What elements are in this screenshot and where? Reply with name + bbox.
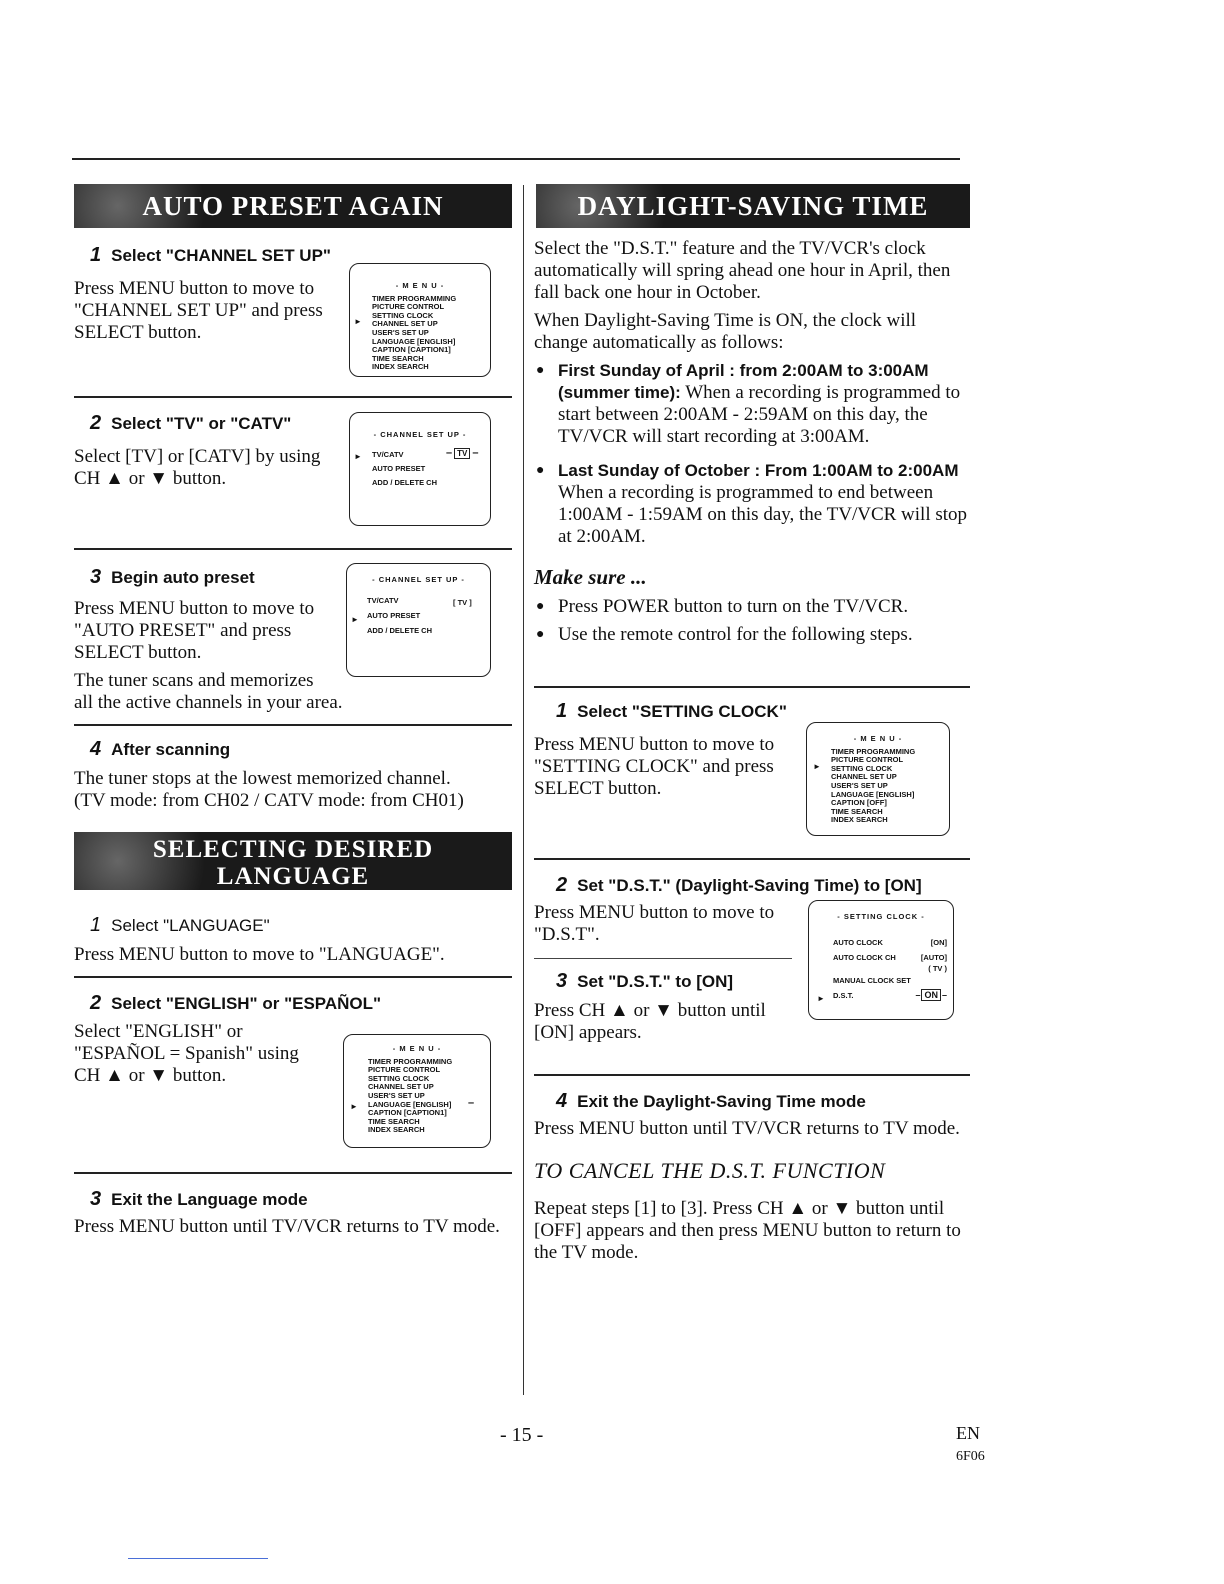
osd-item: CHANNEL SET UP — [368, 1082, 434, 1092]
osd-cursor-icon: ► — [817, 994, 825, 1003]
step-number: 1 — [90, 914, 102, 936]
text-line: Press CH ▲ or ▼ button until — [534, 1000, 766, 1021]
dst-step2-text — [534, 902, 774, 946]
text-line: Press MENU button to move to — [534, 902, 775, 923]
language-menu-osd-screen — [343, 1034, 491, 1148]
page-number: - 15 - — [500, 1424, 544, 1446]
text-line: The tuner stops at the lowest memorized channel. — [74, 768, 451, 789]
step-number: 3 — [556, 970, 568, 992]
text-line: start between 2:00AM - 2:59AM on this day, the — [558, 404, 928, 425]
text-line: fall back one hour in October. — [534, 282, 761, 303]
osd-item: SETTING CLOCK — [368, 1073, 430, 1083]
auto-preset-step1-heading — [90, 244, 331, 267]
dst-step4-heading — [556, 1090, 866, 1113]
osd-item: TV/CATV — [372, 449, 404, 459]
osd-item: USER'S SET UP — [372, 327, 429, 337]
text-line: all the active channels in your area. — [74, 692, 343, 713]
menu-osd-screen — [349, 263, 491, 377]
text-line: The tuner scans and memorizes — [74, 670, 314, 691]
osd-item: CHANNEL SET UP — [372, 319, 438, 329]
osd-item: ADD / DELETE CH — [372, 477, 438, 487]
osd-cursor-icon: ► — [351, 615, 359, 624]
osd-item: AUTO PRESET — [372, 463, 426, 473]
osd-cursor-icon: ► — [354, 317, 362, 326]
text-line: When Daylight-Saving Time is ON, the clock will — [534, 310, 917, 331]
osd-item: LANGUAGE [ENGLISH] — [831, 789, 915, 799]
bullet-heading: ● First Sunday of April : from 2:00AM to 3:00AM — [558, 361, 929, 380]
setting-clock-menu-osd-screen — [806, 722, 950, 836]
separator — [74, 976, 512, 978]
banner-text: DAYLIGHT-SAVING TIME — [577, 191, 929, 221]
osd-item: TIMER PROGRAMMING — [372, 293, 457, 303]
osd-item: AUTO PRESET — [367, 610, 421, 620]
separator — [74, 724, 512, 726]
dst-step3-text — [534, 1000, 766, 1044]
text-line: Press MENU button until TV/VCR returns to TV mode. — [74, 1216, 500, 1237]
osd-item: CHANNEL SET UP — [831, 772, 897, 782]
step-number: 3 — [90, 1188, 102, 1210]
text-line: Press MENU button until TV/VCR returns to TV mode. — [534, 1118, 960, 1139]
step-title: Set "D.S.T." to [ON] — [577, 972, 734, 991]
language-step1-heading — [90, 914, 270, 937]
dst-step4-text — [534, 1118, 960, 1140]
step-title: Select "LANGUAGE" — [111, 916, 270, 935]
text-line: "AUTO PRESET" and press — [74, 620, 292, 641]
osd-value: TV — [454, 448, 470, 459]
auto-preset-step3-text — [74, 598, 343, 714]
step-title: After scanning — [111, 740, 231, 759]
step-number: 4 — [556, 1090, 568, 1112]
osd-item: ADD / DELETE CH — [367, 625, 433, 635]
text-line: "CHANNEL SET UP" and press — [74, 300, 323, 321]
osd-item: SETTING CLOCK — [372, 310, 434, 320]
text-line: Press MENU button to move to — [74, 278, 315, 299]
text-line: When a recording is programmed to end between — [558, 482, 934, 503]
osd-rows — [833, 935, 947, 1003]
osd-item: CAPTION [CAPTION1] — [372, 345, 451, 355]
text-line: at 2:00AM. — [558, 526, 646, 547]
dst-bullet-october — [536, 460, 998, 548]
osd-item: TIME SEARCH — [372, 353, 424, 363]
language-banner — [74, 832, 512, 890]
make-sure-heading: Make sure ... — [534, 565, 647, 589]
text-line: SELECT button. — [74, 322, 202, 343]
osd-item: INDEX SEARCH — [831, 815, 888, 825]
osd-item: LANGUAGE [ENGLISH] — [372, 336, 456, 346]
osd-cursor-icon: ► — [354, 452, 362, 461]
make-sure-bullet-2 — [536, 624, 913, 646]
banner-line: SELECTING DESIRED — [152, 836, 434, 863]
auto-preset-step1-text — [74, 278, 323, 344]
language-code: EN — [956, 1423, 980, 1443]
text-line: (TV mode: from CH02 / CATV mode: from CH01) — [74, 790, 464, 811]
dst-osd-screen — [808, 900, 954, 1020]
top-rule — [72, 158, 960, 160]
text-line: Select the "D.S.T." feature and the TV/VCR's clock — [534, 238, 926, 259]
column-divider — [523, 185, 524, 1395]
osd-item: CAPTION [CAPTION1] — [368, 1108, 447, 1118]
auto-preset-step2-text — [74, 446, 320, 490]
osd-row — [833, 950, 947, 965]
text-line: change automatically as follows: — [534, 332, 784, 353]
osd-value: [ TV ] — [453, 598, 472, 607]
step-title: Select "CHANNEL SET UP" — [111, 246, 331, 265]
osd-item: CAPTION [OFF] — [831, 798, 887, 808]
document-code: 6F06 — [956, 1449, 985, 1464]
osd-item: TIME SEARCH — [831, 806, 883, 816]
osd-blinking-value: – ON – — [915, 990, 947, 1000]
text-line: CH ▲ or ▼ button. — [74, 468, 227, 489]
separator — [534, 686, 970, 688]
osd-item: MANUAL CLOCK SET — [833, 976, 911, 985]
separator — [74, 1172, 512, 1174]
osd-item: PICTURE CONTROL — [368, 1065, 441, 1075]
separator — [534, 1074, 970, 1076]
osd-item: AUTO CLOCK — [833, 938, 883, 947]
banner-line: LANGUAGE — [216, 863, 370, 890]
osd-row — [833, 965, 947, 973]
blink-marks-icon: – — [468, 1097, 475, 1109]
dst-bullet-april — [536, 360, 998, 448]
step-title: Set "D.S.T." (Daylight-Saving Time) to [ON] — [577, 876, 922, 895]
text-line: [ON] appears. — [534, 1022, 642, 1043]
osd-cursor-icon: ► — [813, 762, 821, 771]
language-step2-heading — [90, 992, 381, 1015]
osd-row — [833, 935, 947, 950]
osd-item: PICTURE CONTROL — [831, 755, 904, 765]
dst-step1-heading — [556, 700, 787, 723]
osd-title: - M E N U - — [392, 1044, 442, 1053]
osd-title: - CHANNEL SET UP - — [373, 430, 467, 439]
text-line: Press MENU button to move to — [74, 598, 315, 619]
text-line: 1:00AM - 1:59AM on this day, the TV/VCR will stop — [558, 504, 968, 525]
separator — [534, 858, 970, 860]
bullet-heading: ● Last Sunday of October : From 1:00AM to 2:00AM — [558, 461, 959, 480]
osd-item: TIMER PROGRAMMING — [831, 746, 916, 756]
text-line: the TV mode. — [534, 1242, 639, 1263]
auto-preset-osd-screen — [346, 563, 491, 677]
text-line: "ESPAÑOL = Spanish" using — [74, 1043, 299, 1064]
osd-item: PICTURE CONTROL — [372, 302, 445, 312]
step-number: 2 — [90, 412, 102, 434]
cancel-dst-heading: TO CANCEL THE D.S.T. FUNCTION — [534, 1158, 886, 1183]
osd-item: TV/CATV — [367, 595, 399, 605]
make-sure-bullet-1 — [536, 596, 908, 618]
text-line: Select "ENGLISH" or — [74, 1021, 243, 1042]
language-step2-text — [74, 1021, 299, 1087]
bullet-line — [558, 382, 998, 404]
step-title: Select "TV" or "CATV" — [111, 414, 292, 433]
text-line: Select [TV] or [CATV] by using — [74, 446, 321, 467]
auto-preset-banner — [74, 184, 512, 228]
text-line: Press MENU button to move to "LANGUAGE". — [74, 944, 445, 965]
osd-title: - M E N U - — [853, 734, 903, 743]
text-line: SELECT button. — [534, 778, 662, 799]
dst-step2-heading — [556, 874, 922, 897]
text-line: "D.S.T". — [534, 924, 600, 945]
auto-preset-banner-text: AUTO PRESET AGAIN — [142, 191, 444, 221]
osd-items — [831, 748, 949, 825]
auto-preset-step3-heading — [90, 566, 255, 589]
text-line: SELECT button. — [74, 642, 202, 663]
text-span: When a recording is programmed to — [685, 382, 961, 403]
step-number: 1 — [90, 244, 102, 266]
osd-item: D.S.T. — [833, 991, 854, 1000]
text-line: Press MENU button to move to — [534, 734, 775, 755]
text-line: CH ▲ or ▼ button. — [74, 1065, 227, 1086]
osd-item: SETTING CLOCK — [831, 763, 893, 773]
osd-item: INDEX SEARCH — [368, 1125, 425, 1135]
osd-title: - CHANNEL SET UP - — [372, 575, 465, 584]
osd-title: - SETTING CLOCK - — [837, 912, 925, 921]
dst-banner — [536, 184, 970, 228]
dst-intro — [534, 238, 950, 354]
osd-value: [AUTO] — [920, 953, 947, 962]
osd-value: ( TV ) — [928, 964, 947, 973]
osd-item: TIMER PROGRAMMING — [368, 1056, 453, 1066]
separator — [74, 548, 512, 550]
text-line: Repeat steps [1] to [3]. Press CH ▲ or ▼ button until — [534, 1198, 945, 1219]
step-title: Select "SETTING CLOCK" — [577, 702, 787, 721]
step-number: 2 — [556, 874, 568, 896]
auto-preset-step4-text — [74, 768, 464, 812]
osd-item: TIME SEARCH — [368, 1116, 420, 1126]
osd-item: AUTO CLOCK CH — [833, 953, 896, 962]
language-step1-text — [74, 944, 445, 966]
step-number: 2 — [90, 992, 102, 1014]
text-line: [OFF] appears and then press MENU button to return to — [534, 1220, 961, 1241]
dst-step1-text — [534, 734, 774, 800]
step-number: 4 — [90, 738, 102, 760]
language-step3-heading — [90, 1188, 308, 1211]
osd-title: - M E N U - — [395, 281, 445, 290]
text-line: automatically will spring ahead one hour in April, then — [534, 260, 951, 281]
osd-cursor-icon: ► — [350, 1102, 358, 1111]
osd-items — [372, 295, 490, 372]
bullet-text: Use the remote control for the following steps. — [558, 624, 913, 645]
step-title: Select "ENGLISH" or "ESPAÑOL" — [111, 994, 382, 1013]
separator — [74, 396, 512, 398]
osd-blinking-value: – TV – — [446, 447, 479, 459]
separator — [534, 958, 792, 959]
osd-item: USER'S SET UP — [831, 780, 888, 790]
step-title: Exit the Daylight-Saving Time mode — [577, 1092, 866, 1111]
step-title: Begin auto preset — [111, 568, 255, 587]
bullet-text: Press POWER button to turn on the TV/VCR. — [558, 596, 909, 617]
osd-item: LANGUAGE [ENGLISH] — [368, 1099, 452, 1109]
cancel-dst-text — [534, 1198, 961, 1264]
channel-setup-osd-screen — [349, 412, 491, 526]
step-title: Exit the Language mode — [111, 1190, 308, 1209]
text-line: "SETTING CLOCK" and press — [534, 756, 774, 777]
bottom-link-underline — [128, 1558, 268, 1559]
step-number: 1 — [556, 700, 568, 722]
osd-value: [ON] — [930, 938, 947, 947]
osd-item: USER'S SET UP — [368, 1090, 425, 1100]
bullet-subheading: (summer time): — [558, 383, 681, 402]
auto-preset-step4-heading — [90, 738, 230, 761]
step-number: 3 — [90, 566, 102, 588]
osd-value: ON — [921, 989, 941, 1001]
language-step3-text — [74, 1216, 500, 1238]
text-line: TV/VCR will start recording at 3:00AM. — [558, 426, 870, 447]
dst-step3-heading — [556, 970, 733, 993]
osd-item: INDEX SEARCH — [372, 362, 429, 372]
osd-row — [833, 988, 947, 1003]
auto-preset-step2-heading — [90, 412, 291, 435]
